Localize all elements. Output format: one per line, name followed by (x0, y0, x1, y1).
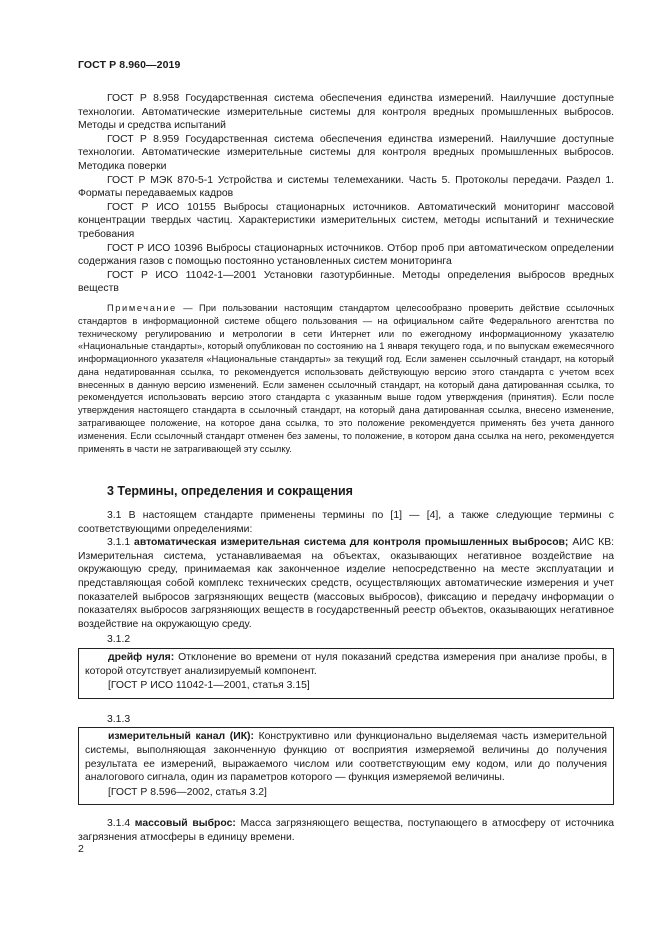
term-3-1-4 (78, 817, 614, 844)
reference-item: ГОСТ Р МЭК 870-5-1 Устройства и системы телемеханики. Часть 5. Протоколы передачи. Раздел 1. Форматы передаваемых кадров (78, 174, 614, 200)
term-number: 3.1.1 (107, 537, 135, 549)
reference-item: ГОСТ Р ИСО 10155 Выбросы стационарных источников. Автоматический мониторинг массовой концентрации твердых частиц. Характеристики измерительных систем, методы испытаний и технические требования (78, 201, 614, 240)
term-box-3-1-2 (78, 648, 614, 699)
term-definition: Конструктивно или функционально выделяемая часть измерительной системы, выполняющая законченную функцию от восприятия измеряемой величины до получения результата ее измерений, выражаемого числом или соответствующим ему кодом, или до получения аналогового сигнала, один из параметров которого — функция измеряемой величины. (85, 731, 607, 784)
term-name: автоматическая измерительная система для контроля промышленных выбросов; (134, 537, 569, 549)
term-definition: Масса загрязняющего вещества, поступающего в атмосферу от источника загрязнения атмосферы в единицу времени. (78, 818, 615, 843)
term-box-3-1-3 (78, 727, 614, 805)
term-3-1-1 (78, 536, 614, 631)
document-header: ГОСТ Р 8.960—2019 (78, 59, 181, 71)
term-source: [ГОСТ Р ИСО 11042-1—2001, статья 3.15] (108, 680, 310, 692)
note-text: — При пользовании настоящим стандартом целесообразно проверить действие ссылочных стандартов в информационной системе общего пользования — на официальном сайте Федерального агентства по техническому регулированию и метрологии в сети Интернет или по ежегодному информационному указателю «Национальные стандарты», который опубликован по состоянию на 1 января текущего года, и по выпускам ежемесячного информационного указателя «Национальные стандарты» за текущий год. Если заменен ссылочный стандарт, на который дана недатированная ссылка, то рекомендуется использовать действующую версию этого стандарта с учетом всех внесенных в данную версию изменений. Если заменен ссылочный стандарт, на который дана датированная ссылка, то рекомендуется использовать версию этого стандарта с указанным выше годом утверждения (принятия). Если после утверждения настоящего стандарта в ссылочный стандарт, на который дана датированная ссылка, внесено изменение, затрагивающее положение, на которое дана ссылка, то это положение рекомендуется применять без учета данного изменения. Если ссылочный стандарт отменен без замены, то положение, в котором дана ссылка на него, рекомендуется применять в части не затрагивающей эту ссылку. (78, 302, 614, 454)
section-title: 3 Термины, определения и сокращения (107, 484, 353, 499)
section-intro: 3.1 В настоящем стандарте применены термины по [1] — [4], а также следующие термины с соответствующими определениями: (78, 510, 614, 535)
term-source: [ГОСТ Р 8.596—2002, статья 3.2] (108, 786, 267, 798)
term-number: 3.1.3 (107, 713, 131, 725)
note-paragraph (78, 302, 614, 456)
term-3-1-2 (85, 651, 607, 678)
term-name: измерительный канал (ИК): (108, 731, 254, 743)
term-number: 3.1.2 (107, 634, 131, 646)
term-name: дрейф нуля: (108, 652, 175, 663)
reference-item: ГОСТ Р ИСО 11042-1—2001 Установки газотурбинные. Методы определения выбросов вредных веществ (78, 269, 614, 295)
term-definition: Отклонение во времени от нуля показаний средства измерения при анализе пробы, в которой отсутствует анализируемый компонент. (85, 652, 607, 677)
term-name: массовый выброс: (134, 818, 236, 830)
term-definition: АИС КВ: Измерительная система, устанавливаемая на объектах, оказывающих негативное воздействие на окружающую среду, принимаемая как законченное изделие непосредственно на месте эксплуатации и представляющая собой комплекс технических средств, осуществляющих автоматические измерения и учет показателей выбросов загрязняющих веществ (массовых выбросов), фиксацию и передачу информации о показателях выбросов загрязняющих веществ в государственный реестр объектов, оказывающих негативное воздействие на окружающую среду. (78, 537, 615, 630)
page-number: 2 (78, 843, 84, 855)
term-3-1-3 (85, 730, 607, 784)
reference-item: ГОСТ Р 8.959 Государственная система обеспечения единства измерений. Наилучшие доступные технологии. Автоматические измерительные системы для контроля вредных промышленных выбросов. Методика поверки (78, 133, 614, 172)
reference-item: ГОСТ Р ИСО 10396 Выбросы стационарных источников. Отбор проб при автоматическом определении содержания газов с помощью постоянно установленных систем мониторинга (78, 242, 614, 268)
reference-item: ГОСТ Р 8.958 Государственная система обеспечения единства измерений. Наилучшие доступные технологии. Автоматические измерительные системы для контроля вредных промышленных выбросов. Методы и средства испытаний (78, 93, 614, 132)
document-body (78, 92, 614, 845)
note-label: Примечание (107, 302, 177, 313)
term-number: 3.1.4 (107, 818, 135, 830)
